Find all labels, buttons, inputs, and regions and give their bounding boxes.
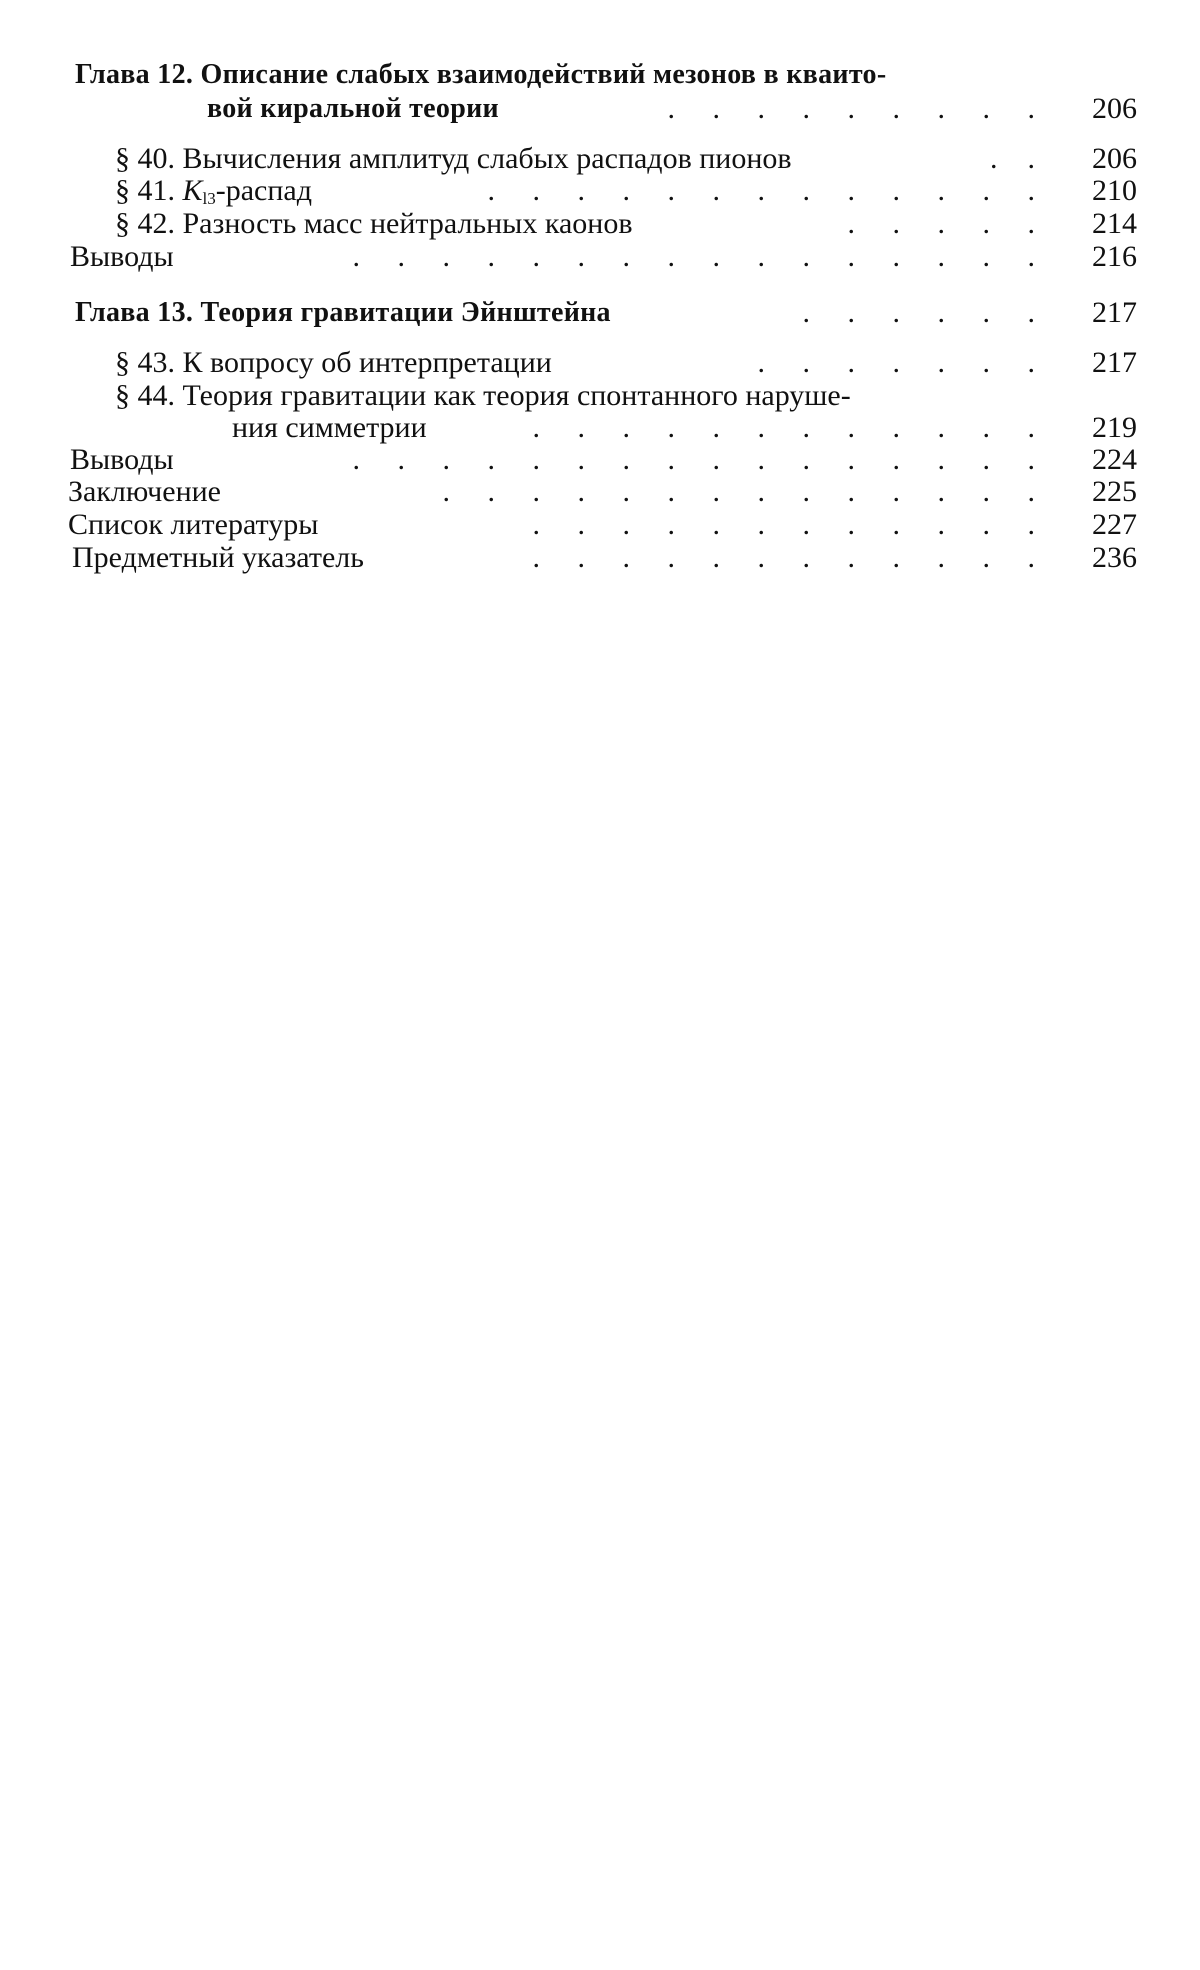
page-number: 206 (1092, 92, 1137, 125)
page-number: 225 (1092, 475, 1137, 508)
page-number: 216 (1092, 240, 1137, 273)
section-title: § 40. Вычисления амплитуд слабых распадов пионов (115, 142, 792, 175)
section-title-line1: § 44. Теория гравитации как теория спонтанного наруше- (115, 379, 851, 412)
section-title (115, 174, 312, 208)
page-number: 236 (1092, 541, 1137, 574)
leader-dots: . . . . . . (802, 296, 1035, 329)
leader-dots: . . . . . . . (757, 346, 1035, 379)
page-number: 227 (1092, 508, 1137, 541)
entry-title: Предметный указатель (72, 541, 364, 574)
chapter-title: Глава 13. Теория гравитации Эйнштейна (75, 297, 611, 328)
leader-dots: . . . . . . . . . . . . . . . . (352, 443, 1035, 476)
entry-title: Список литературы (68, 508, 319, 541)
page-number: 210 (1092, 174, 1137, 207)
leader-dots: . . . . . (847, 207, 1035, 240)
page-number: 217 (1092, 296, 1137, 329)
section-title: § 42. Разность масс нейтральных каонов (115, 207, 633, 240)
page-number: 206 (1092, 142, 1137, 175)
entry-title: Выводы (70, 443, 174, 476)
leader-dots: . . . . . . . . . . . . (532, 541, 1035, 574)
leader-dots: . . . . . . . . . (667, 92, 1035, 125)
kaon-subscript: l3 (202, 189, 216, 208)
page-number: 224 (1092, 443, 1137, 476)
kaon-symbol: K (182, 174, 203, 207)
chapter-title-line1: Глава 12. Описание слабых взаимодействий мезонов в кваито- (75, 59, 887, 90)
page-number: 219 (1092, 411, 1137, 444)
page-number: 217 (1092, 346, 1137, 379)
chapter-title-line2: вой киральной теории (207, 93, 499, 124)
entry-title: Выводы (70, 240, 174, 273)
leader-dots: . . . . . . . . . . . . (532, 411, 1035, 444)
entry-title: Заключение (68, 475, 221, 508)
section-suffix: -распад (215, 174, 313, 207)
leader-dots: . . . . . . . . . . . . . (487, 174, 1035, 207)
leader-dots: . . . . . . . . . . . . . . (442, 475, 1035, 508)
section-title: § 43. К вопросу об интерпретации (115, 346, 552, 379)
section-number: § 41. (115, 174, 183, 207)
page-number: 214 (1092, 207, 1137, 240)
leader-dots: . . . . . . . . . . . . . . . . (352, 240, 1035, 273)
leader-dots: . . (990, 142, 1035, 175)
section-title-line2: ния симметрии (232, 411, 427, 444)
leader-dots: . . . . . . . . . . . . (532, 508, 1035, 541)
